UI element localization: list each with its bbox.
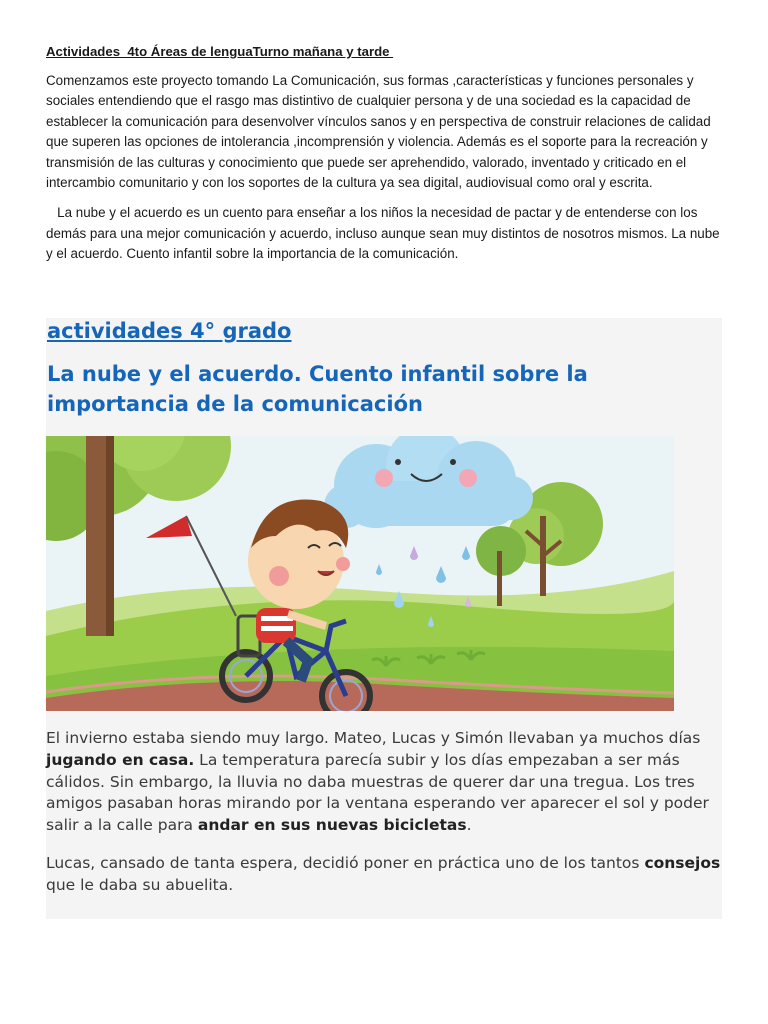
boy-bicycle-cloud-illustration <box>46 436 674 711</box>
document-heading: Actividades 4to Áreas de lenguaTurno mañana y tarde <box>46 44 394 59</box>
story-text-segment: Lucas, cansado de tanta espera, decidió poner en práctica uno de los tantos <box>46 853 645 872</box>
intro-paragraph: Comenzamos este proyecto tomando La Comunicación, sus formas ,características y funciones personales y sociales entendiendo que el rasgo mas distintivo de cualquier persona y de una sociedad es la capacidad de establecer la comunicación para desenvolver vínculos sanos y en perspectiva de construir relaciones de calidad que superen las opciones de intolerancia ,incomprensión y violencia. Además es el soporte para la recreación y transmisión de las culturas y conocimiento que puede ser aprehendido, valorado, inventado y criticado en el intercambio comunitario y con los soportes de la cultura ya sea digital, audiovisual como oral y escrita. <box>46 73 711 191</box>
story-illustration <box>46 436 674 711</box>
story-text <box>46 728 722 913</box>
story-paragraph-1 <box>46 728 722 837</box>
activities-link[interactable]: actividades 4° grado <box>47 319 292 343</box>
story-summary-paragraph: La nube y el acuerdo es un cuento para enseñar a los niños la necesidad de pactar y de entenderse con los demás para una mejor comunicación y acuerdo, incluso aunque sean muy distintos de nosotros mismos. La nube y el acuerdo. Cuento infantil sobre la importancia de la comunicación. <box>46 205 724 262</box>
document-body <box>46 42 722 275</box>
article-title: La nube y el acuerdo. Cuento infantil sobre la importancia de la comunicación <box>47 362 588 416</box>
story-emphasis: jugando en casa. <box>46 750 195 769</box>
story-text-segment: que le daba su abuelita. <box>46 875 234 894</box>
story-text-segment: . <box>466 816 472 835</box>
story-emphasis: andar en sus nuevas bicicletas <box>197 816 467 835</box>
story-paragraph-2 <box>46 853 722 897</box>
story-emphasis: consejos <box>644 853 721 872</box>
story-text-segment: El invierno estaba siendo muy largo. Mateo, Lucas y Simón llevaban ya muchos días <box>46 729 701 747</box>
story-text-segment: La temperatura parecía subir y los días empezaban a ser más cálidos. Sin embargo, la lluvia no daba muestras de querer dar una tregua. Los tres amigos pasaban horas mirando por la ventana esperando ver aparecer el sol y poder salir a la calle para <box>46 750 709 835</box>
web-excerpt <box>46 318 722 919</box>
